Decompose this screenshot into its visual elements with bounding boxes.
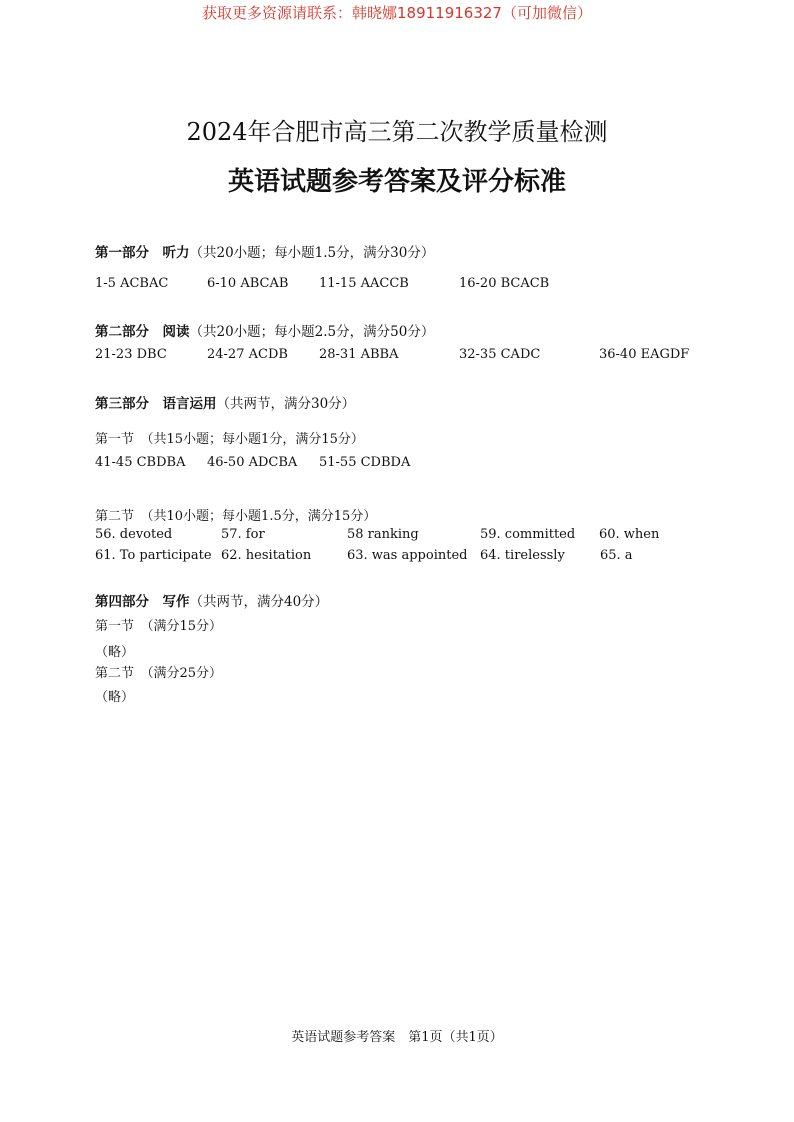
answer-key-title: 英语试题参考答案及评分标准 (227, 167, 566, 197)
part3-section2-answer: 64. tirelessly (480, 548, 565, 563)
part1-answer: 6-10 ABCAB (207, 276, 289, 291)
part1-header (95, 241, 434, 261)
part1-heading: 第一部分 听力 (95, 245, 190, 261)
part3-section2-answer: 61. To participate (95, 548, 212, 563)
part4-heading: 第四部分 写作 (95, 594, 190, 610)
part4-section2-content: （略） (95, 690, 135, 705)
part3-section2-answer: 59. committed (480, 527, 576, 542)
part3-note: （共两节，满分30分） (216, 396, 356, 412)
part1-note: （共20小题；每小题1.5分，满分30分） (189, 245, 435, 261)
part1-answer: 1-5 ACBAC (95, 276, 169, 291)
part2-answer: 32-35 CADC (459, 347, 541, 362)
part3-section1-answer: 51-55 CDBDA (319, 455, 411, 470)
part3-header (95, 392, 355, 412)
part2-header (95, 320, 434, 340)
part3-section2-answer: 60. when (599, 527, 660, 542)
exam-title: 2024年合肥市高三第二次教学质量检测 (186, 118, 608, 146)
part1-answer: 16-20 BCACB (459, 276, 550, 291)
part3-section2-answer: 57. for (221, 527, 265, 542)
part3-section2-answer: 63. was appointed (347, 548, 468, 563)
part2-answer: 24-27 ACDB (207, 347, 288, 362)
part4-section1-label: 第一节 （满分15分） (95, 619, 223, 634)
part3-section2-answer: 56. devoted (95, 527, 173, 542)
part3-section2-label: 第二节 （共10小题；每小题1.5分，满分15分） (95, 509, 377, 524)
part3-section2-answer: 65. a (600, 548, 633, 563)
part4-header (95, 590, 328, 610)
contact-banner: 获取更多资源请联系：韩晓娜18911916327（可加微信） (202, 4, 592, 22)
part4-section2-label: 第二节 （满分25分） (95, 666, 223, 681)
part2-note: （共20小题；每小题2.5分，满分50分） (189, 324, 435, 340)
part3-section1-answer: 46-50 ADCBA (207, 455, 298, 470)
part2-answer: 36-40 EAGDF (599, 347, 690, 362)
part3-section1-label: 第一节 （共15小题；每小题1分，满分15分） (95, 432, 364, 447)
part3-section2-answer: 58 ranking (347, 527, 419, 542)
part4-note: （共两节，满分40分） (189, 594, 329, 610)
part1-answer: 11-15 AACCB (319, 276, 409, 291)
part2-answer: 21-23 DBC (95, 347, 167, 362)
page-footer: 英语试题参考答案 第1页（共1页） (291, 1030, 503, 1045)
part4-section1-content: （略） (95, 645, 135, 660)
part2-answer: 28-31 ABBA (319, 347, 399, 362)
part3-section1-answer: 41-45 CBDBA (95, 455, 186, 470)
part3-heading: 第三部分 语言运用 (95, 396, 217, 412)
part2-heading: 第二部分 阅读 (95, 324, 190, 340)
part3-section2-answer: 62. hesitation (221, 548, 312, 563)
